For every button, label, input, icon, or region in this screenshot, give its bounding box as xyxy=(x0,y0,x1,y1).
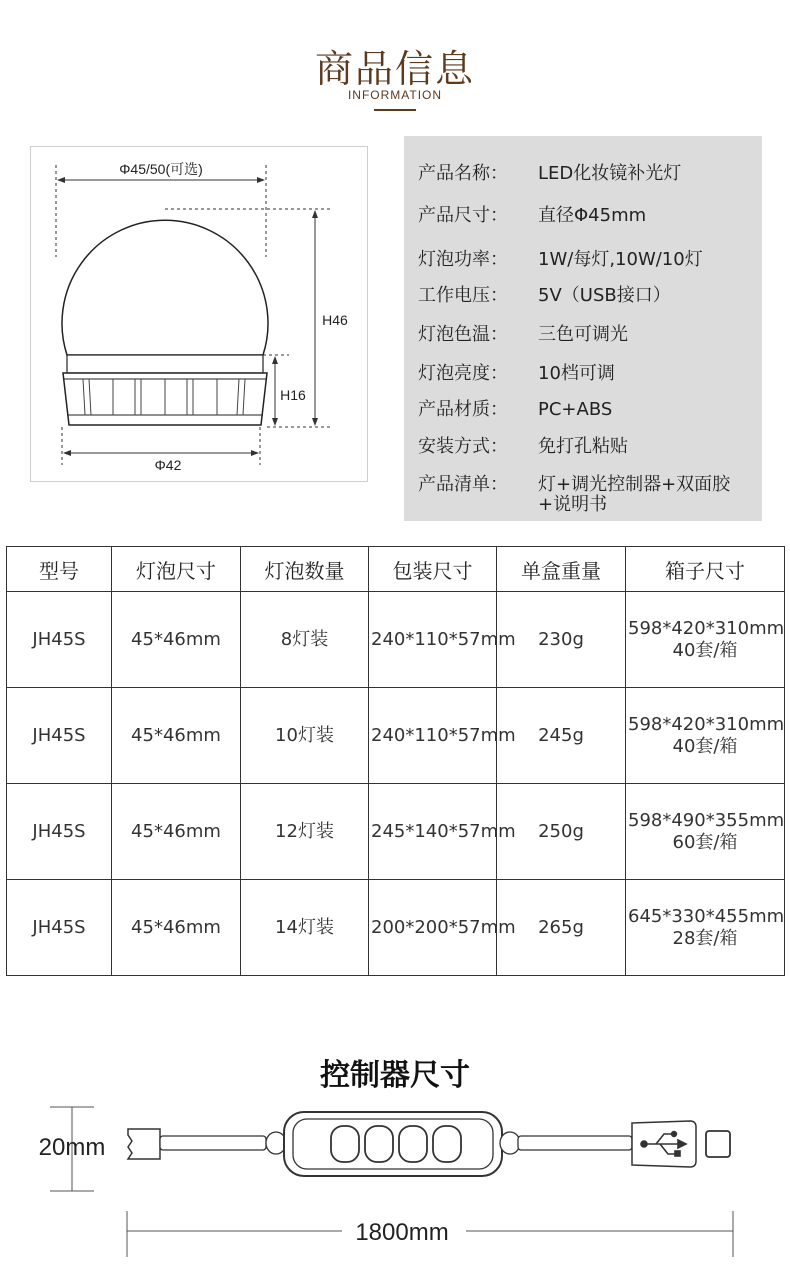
info-label: 工作电压： xyxy=(418,285,508,306)
info-label: 灯泡功率： xyxy=(418,249,508,270)
controller-length-label: 1800mm xyxy=(355,1219,449,1246)
cell-bulb-size: 45*46mm xyxy=(112,880,241,976)
box-qty: 28套/箱 xyxy=(672,927,738,949)
controller-height-label: 20mm xyxy=(38,1134,106,1161)
box-qty: 40套/箱 xyxy=(672,735,738,757)
info-value: 灯+调光控制器+双面胶+说明书 xyxy=(538,474,731,515)
info-label: 灯泡亮度： xyxy=(418,363,508,384)
cell-box xyxy=(626,688,785,784)
cell-count: 14灯装 xyxy=(241,880,369,976)
column-header: 单盒重量 xyxy=(497,547,626,592)
width-dimension-label: Φ45/50(可选) xyxy=(119,161,203,177)
table-row xyxy=(7,784,785,880)
box-qty: 40套/箱 xyxy=(672,639,738,661)
info-label: 产品名称： xyxy=(418,163,508,184)
info-label: 产品尺寸： xyxy=(418,205,508,226)
cell-bulb-size: 45*46mm xyxy=(112,688,241,784)
section-title: 商品信息 xyxy=(314,47,475,91)
table-row xyxy=(7,592,785,688)
base-height-dimension-label: H16 xyxy=(280,387,306,403)
cell-bulb-size: 45*46mm xyxy=(112,784,241,880)
cell-count: 12灯装 xyxy=(241,784,369,880)
cell-model: JH45S xyxy=(7,784,112,880)
bulb-drawing xyxy=(31,147,367,481)
info-value: 免打孔粘贴 xyxy=(538,436,628,457)
cell-model: JH45S xyxy=(7,880,112,976)
column-header: 灯泡尺寸 xyxy=(112,547,241,592)
cell-pack-size: 200*200*57mm xyxy=(369,880,497,976)
box-size: 598*420*310mm xyxy=(628,617,785,639)
spec-table xyxy=(6,546,785,976)
cell-count: 8灯装 xyxy=(241,592,369,688)
info-value: 三色可调光 xyxy=(538,324,628,345)
section-subtitle: INFORMATION xyxy=(347,88,443,102)
controller-title: 控制器尺寸 xyxy=(320,1058,470,1093)
box-size: 598*490*355mm xyxy=(628,809,785,831)
info-label: 安装方式： xyxy=(418,436,508,457)
box-size: 645*330*455mm xyxy=(628,905,785,927)
product-info-panel xyxy=(404,136,762,521)
info-value: LED化妆镜补光灯 xyxy=(538,163,682,184)
cell-weight: 265g xyxy=(497,880,626,976)
cell-weight: 230g xyxy=(497,592,626,688)
height-dimension-label: H46 xyxy=(322,312,348,328)
box-size: 598*420*310mm xyxy=(628,713,785,735)
cell-count: 10灯装 xyxy=(241,688,369,784)
table-header-row xyxy=(7,547,785,592)
cell-box xyxy=(626,880,785,976)
info-value: 5V（USB接口） xyxy=(538,285,671,306)
cell-model: JH45S xyxy=(7,688,112,784)
cell-box xyxy=(626,592,785,688)
cell-weight: 250g xyxy=(497,784,626,880)
info-label: 产品清单： xyxy=(418,474,508,495)
cell-box xyxy=(626,784,785,880)
info-value: 1W/每灯,10W/10灯 xyxy=(538,249,703,270)
column-header: 包装尺寸 xyxy=(369,547,497,592)
info-value: PC+ABS xyxy=(538,399,613,420)
column-header: 箱子尺寸 xyxy=(626,547,785,592)
cell-bulb-size: 45*46mm xyxy=(112,592,241,688)
cell-pack-size: 240*110*57mm xyxy=(369,592,497,688)
column-header: 型号 xyxy=(7,547,112,592)
title-underline xyxy=(374,109,416,111)
column-header: 灯泡数量 xyxy=(241,547,369,592)
info-value: 直径Φ45mm xyxy=(538,205,647,226)
table-row xyxy=(7,880,785,976)
cell-model: JH45S xyxy=(7,592,112,688)
cell-weight: 245g xyxy=(497,688,626,784)
table-row xyxy=(7,688,785,784)
info-label: 产品材质： xyxy=(418,399,508,420)
cell-pack-size: 245*140*57mm xyxy=(369,784,497,880)
base-width-dimension-label: Φ42 xyxy=(154,457,182,473)
box-qty: 60套/箱 xyxy=(672,831,738,853)
controller-drawing xyxy=(0,1095,790,1265)
info-value: 10档可调 xyxy=(538,363,615,384)
bulb-dimension-diagram xyxy=(30,146,368,482)
info-label: 灯泡色温： xyxy=(418,324,508,345)
cell-pack-size: 240*110*57mm xyxy=(369,688,497,784)
